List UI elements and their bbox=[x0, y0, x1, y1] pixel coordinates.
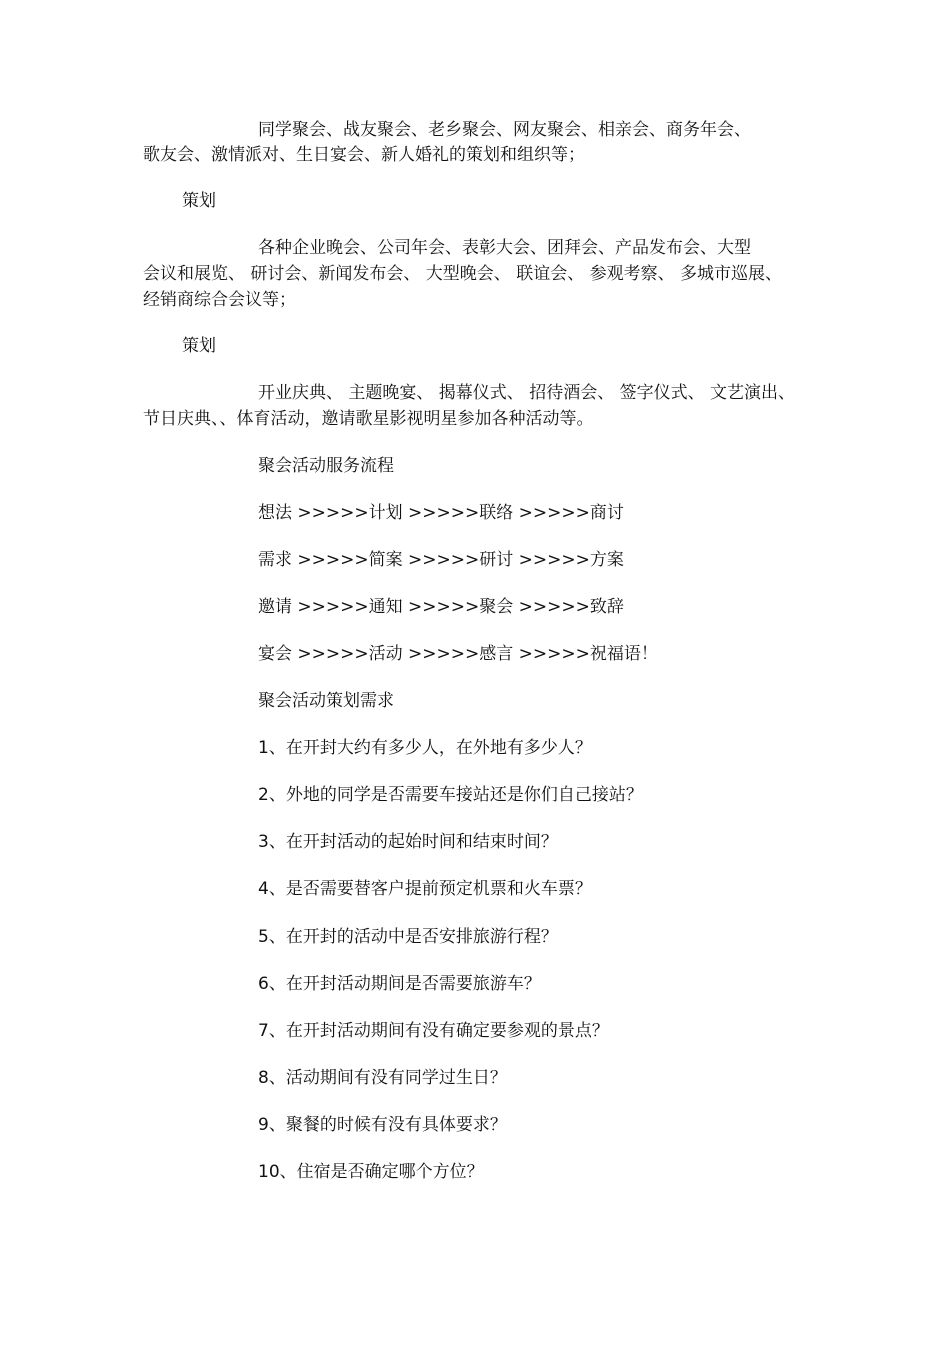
needs-list-item: 6、在开封活动期间是否需要旅游车？ bbox=[258, 974, 541, 994]
needs-list-item: 2、外地的同学是否需要车接站还是你们自己接站？ bbox=[258, 785, 643, 805]
flow-item: 宴会 >>>>>活动 >>>>>感言 >>>>>祝福语！ bbox=[258, 644, 658, 664]
paragraph-1-line-1: 同学聚会、战友聚会、老乡聚会、网友聚会、相亲会、商务年会、 bbox=[258, 120, 751, 140]
flow-item: 邀请 >>>>>通知 >>>>>聚会 >>>>>致辞 bbox=[258, 597, 624, 617]
needs-list-item: 7、在开封活动期间有没有确定要参观的景点？ bbox=[258, 1021, 609, 1041]
needs-list-item: 4、是否需要替客户提前预定机票和火车票？ bbox=[258, 879, 592, 899]
paragraph-3-line-1: 开业庆典、 主题晚宴、 揭幕仪式、 招待酒会、 签字仪式、 文艺演出、 bbox=[258, 383, 796, 403]
flow-item: 需求 >>>>>简案 >>>>>研讨 >>>>>方案 bbox=[258, 550, 624, 570]
paragraph-2-line-1: 各种企业晚会、公司年会、表彰大会、团拜会、产品发布会、大型 bbox=[258, 238, 751, 258]
needs-list-item: 5、在开封的活动中是否安排旅游行程？ bbox=[258, 927, 558, 947]
needs-list-item: 9、聚餐的时候有没有具体要求？ bbox=[258, 1115, 507, 1135]
flow-item: 想法 >>>>>计划 >>>>>联络 >>>>>商讨 bbox=[258, 503, 624, 523]
flow-section-title: 聚会活动服务流程 bbox=[258, 456, 394, 476]
paragraph-3-line-2: 节日庆典、、体育活动，邀请歌星影视明星参加各种活动等。 bbox=[143, 409, 594, 429]
needs-list-item: 10、住宿是否确定哪个方位？ bbox=[258, 1162, 484, 1182]
heading-planning-2: 策划 bbox=[182, 336, 216, 356]
needs-list-item: 3、在开封活动的起始时间和结束时间？ bbox=[258, 832, 558, 852]
needs-list-item: 8、活动期间有没有同学过生日？ bbox=[258, 1068, 507, 1088]
needs-section-title: 聚会活动策划需求 bbox=[258, 691, 394, 711]
heading-planning-1: 策划 bbox=[182, 191, 216, 211]
paragraph-1-line-2: 歌友会、激情派对、生日宴会、新人婚礼的策划和组织等； bbox=[143, 145, 585, 165]
paragraph-2-line-3: 经销商综合会议等； bbox=[143, 290, 296, 310]
paragraph-2-line-2: 会议和展览、 研讨会、新闻发布会、 大型晚会、 联谊会、 参观考察、 多城市巡展、 bbox=[143, 264, 783, 284]
needs-list-item: 1、在开封大约有多少人，在外地有多少人？ bbox=[258, 738, 592, 758]
